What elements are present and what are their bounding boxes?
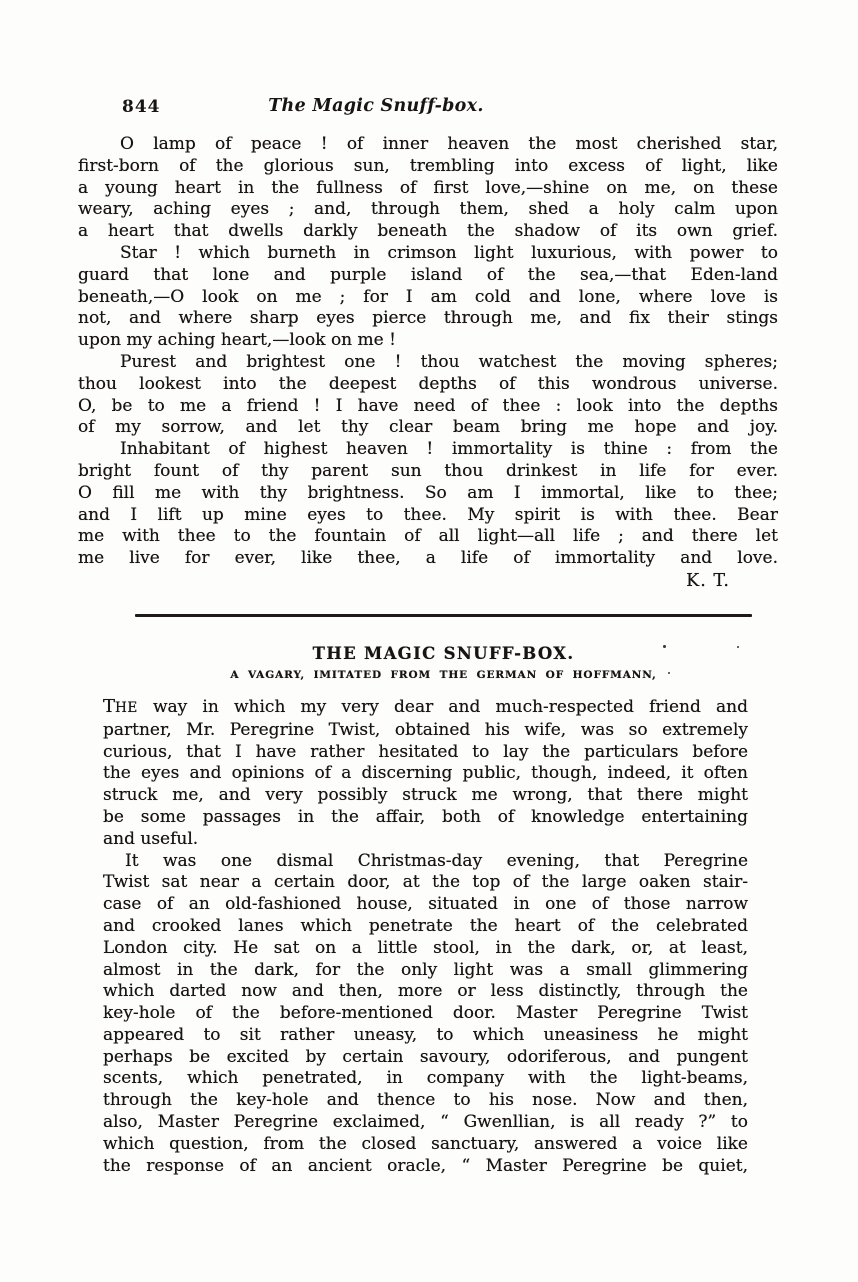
text-line: almost in the dark, for the only light was a small glimmering [103,959,748,980]
article-heading-block [135,644,752,682]
text-line: London city. He sat on a little stool, in the dark, or, at least, [103,937,748,958]
text-line: first-born of the glorious sun, trembling into excess of light, like [78,155,778,176]
scan-speck [737,646,739,648]
text-line: struck me, and very possibly struck me wrong, that there might [103,785,748,806]
text-line: through the key-hole and thence to his nose. Now and then, [103,1090,748,1111]
text-line: Inhabitant of highest heaven ! immortality is thine : from the [120,439,778,460]
paragraph [103,851,748,1178]
lead-capital: T [103,695,116,717]
text-line: O lamp of peace ! of inner heaven the most cherished star, [120,134,778,154]
text-line: which darted now and then, more or less distinctly, through the [103,981,748,1002]
text-line: perhaps be excited by certain savoury, odoriferous, and pungent [103,1046,748,1067]
text-line: also, Master Peregrine exclaimed, “ Gwenllian, is all ready ?” to [103,1112,748,1133]
poem-signature: K. T. [686,570,730,591]
article-body [103,696,748,1178]
text-line: case of an old-fashioned house, situated in one of those narrow [103,894,748,915]
text-line: partner, Mr. Peregrine Twist, obtained his wife, was so extremely [103,719,748,740]
text-line: the response of an ancient oracle, “ Master Peregrine be quiet, [103,1155,748,1176]
paragraph [78,439,778,570]
scan-speck [663,645,666,648]
text-line: and I lift up mine eyes to thee. My spirit is with thee. Bear [78,504,778,525]
text-line: weary, aching eyes ; and, through them, shed a holy calm upon [78,199,778,220]
text-line: a heart that dwells darkly beneath the shadow of its own grief. [78,221,778,242]
text-line: Purest and brightest one ! thou watchest the moving spheres; [120,351,778,372]
text-line: THE way in which my very dear and much-respected friend and [103,695,748,717]
paragraph [78,134,778,243]
paragraph [78,352,778,439]
text-line: curious, that I have rather hesitated to lay the particulars before [103,741,748,762]
text-line: O fill me with thy brightness. So am I immortal, like to thee; [78,482,778,503]
text-line: appeared to sit rather uneasy, to which uneasiness he might [103,1024,748,1045]
running-title: The Magic Snuff-box. [268,96,484,116]
page-number: 844 [122,97,161,117]
text-line: scents, which penetrated, in company with the light-beams, [103,1068,748,1089]
poem-section [78,134,778,570]
paragraph [103,696,748,851]
text-line: key-hole of the before-mentioned door. Master Peregrine Twist [103,1003,748,1024]
article-title: THE MAGIC SNUFF-BOX. [312,643,575,663]
text-line: It was one dismal Christmas-day evening, that Peregrine [125,850,748,871]
paragraph [78,243,778,352]
text-line: of my sorrow, and let thy clear beam bring me hope and joy. [78,417,778,438]
text-line: bright fount of thy parent sun thou drinkest in life for ever. [78,460,778,481]
text-line: guard that lone and purple island of the sea,—that Eden-land [78,264,778,285]
text-line: Star ! which burneth in crimson light luxurious, with power to [120,242,778,263]
text-line: be some passages in the affair, both of knowledge entertaining [103,806,748,827]
text-line: me with thee to the fountain of all light—all life ; and there let [78,526,778,547]
scan-speck [668,672,670,674]
text-line: thou lookest into the deepest depths of this wondrous universe. [78,373,778,394]
article-subtitle: A VAGARY, IMITATED FROM THE GERMAN OF HOFFMANN, [230,668,657,681]
lead-small-caps: HE [115,699,138,716]
text-line: beneath,—O look on me ; for I am cold and lone, where love is [78,286,778,307]
text-line: and crooked lanes which penetrate the heart of the celebrated [103,915,748,936]
text-line: O, be to me a friend ! I have need of thee : look into the depths [78,395,778,416]
text-line: not, and where sharp eyes pierce through me, and fix their stings [78,308,778,329]
text-line: the eyes and opinions of a discerning public, though, indeed, it often [103,763,748,784]
text-line: a young heart in the fullness of first love,—shine on me, on these [78,177,778,198]
text-line: upon my aching heart,—look on me ! [78,330,396,351]
text-line: and useful. [103,828,199,849]
section-divider-rule [135,614,752,617]
text-line: me live for ever, like thee, a life of immortality and love. [78,548,778,569]
text-line: which question, from the closed sanctuary, answered a voice like [103,1133,748,1154]
text-line: Twist sat near a certain door, at the top of the large oaken stair- [103,872,748,893]
